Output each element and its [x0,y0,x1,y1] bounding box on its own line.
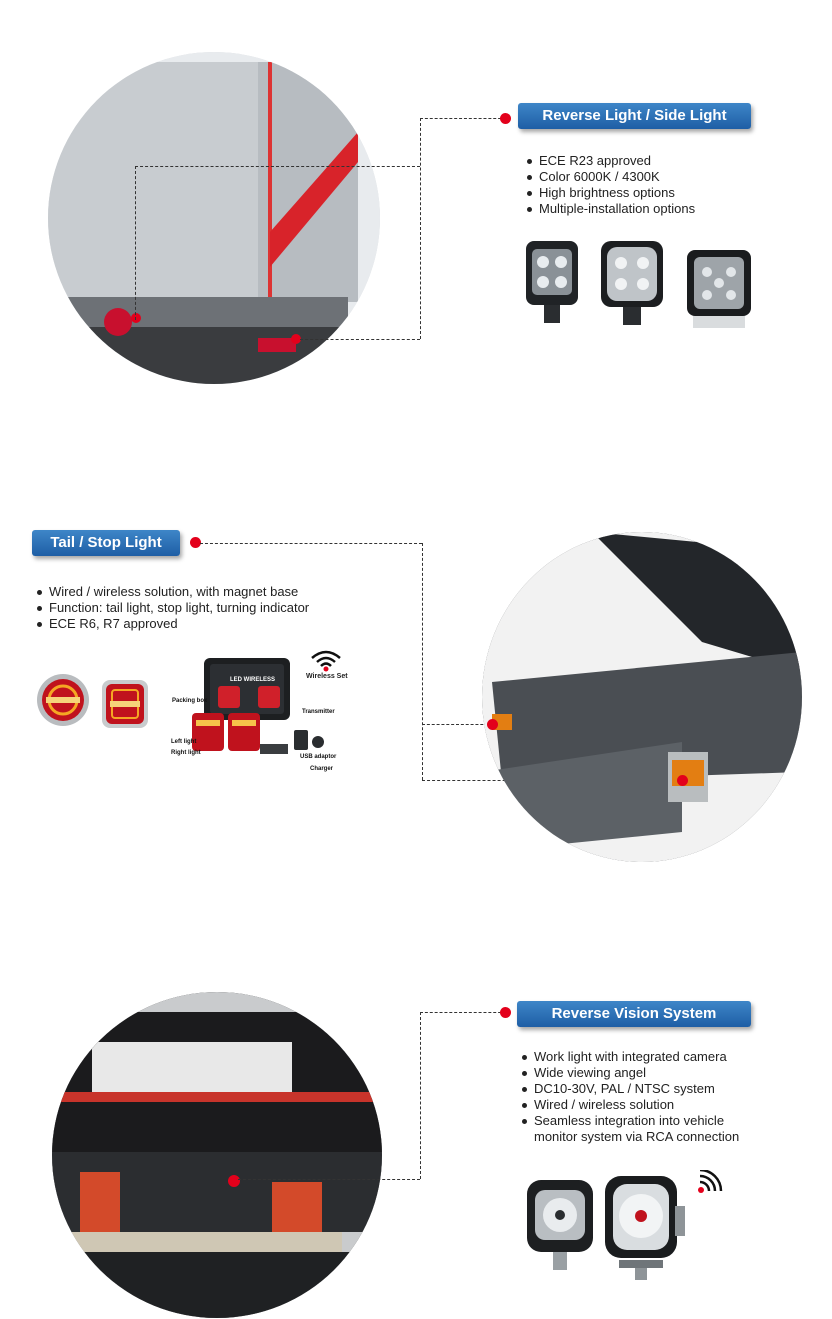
camera-light-product [605,1176,687,1282]
feature-item: Wired / wireless solution, with magnet base [35,584,365,600]
kit-transmitter: Transmitter [302,709,335,715]
marker-dot [500,113,511,124]
feature-item: Work light with integrated camera [520,1049,760,1065]
work-light-product [526,241,578,309]
feature-item: Color 6000K / 4300K [525,169,785,185]
kit-left-light: Left light [171,739,197,745]
kit-usb-adaptor: USB adaptor [300,754,337,760]
feature-list [520,1049,760,1145]
feature-list [35,584,365,632]
wifi-icon [308,648,344,672]
feature-item: ECE R6, R7 approved [35,616,365,632]
work-light-product [687,250,751,330]
feature-item: ECE R23 approved [525,153,785,169]
wifi-icon [697,1170,723,1194]
marker-dot [487,719,498,730]
square-tail-light [102,680,148,728]
feature-item: Wide viewing angel [520,1065,760,1081]
section-title: Reverse Light / Side Light [518,103,751,129]
feature-item: Seamless integration into vehicle monitor system via RCA connection [520,1113,760,1145]
marker-dot [677,775,688,786]
camera-light-product [527,1180,593,1278]
kit-right-light: Right light [171,750,201,756]
wireless-set-label: Wireless Set [306,673,348,680]
feature-item: High brightness options [525,185,785,201]
kit-brand: LED WIRELESS [230,677,276,683]
section-title: Reverse Vision System [517,1001,751,1027]
trailer-photo [48,52,380,384]
feature-item: Wired / wireless solution [520,1097,760,1113]
feature-item: Multiple-installation options [525,201,785,217]
kit-packing-box: Packing box [172,698,208,704]
feature-list [525,153,785,217]
section-title: Tail / Stop Light [32,530,180,556]
round-tail-light [36,673,90,727]
feature-item: Function: tail light, stop light, turning indicator [35,600,365,616]
pickup-bed-photo [482,532,802,862]
marker-dot [500,1007,511,1018]
work-light-product [601,241,663,327]
feature-item: DC10-30V, PAL / NTSC system [520,1081,760,1097]
kit-charger: Charger [310,766,334,772]
truck-rear-photo [52,992,382,1318]
